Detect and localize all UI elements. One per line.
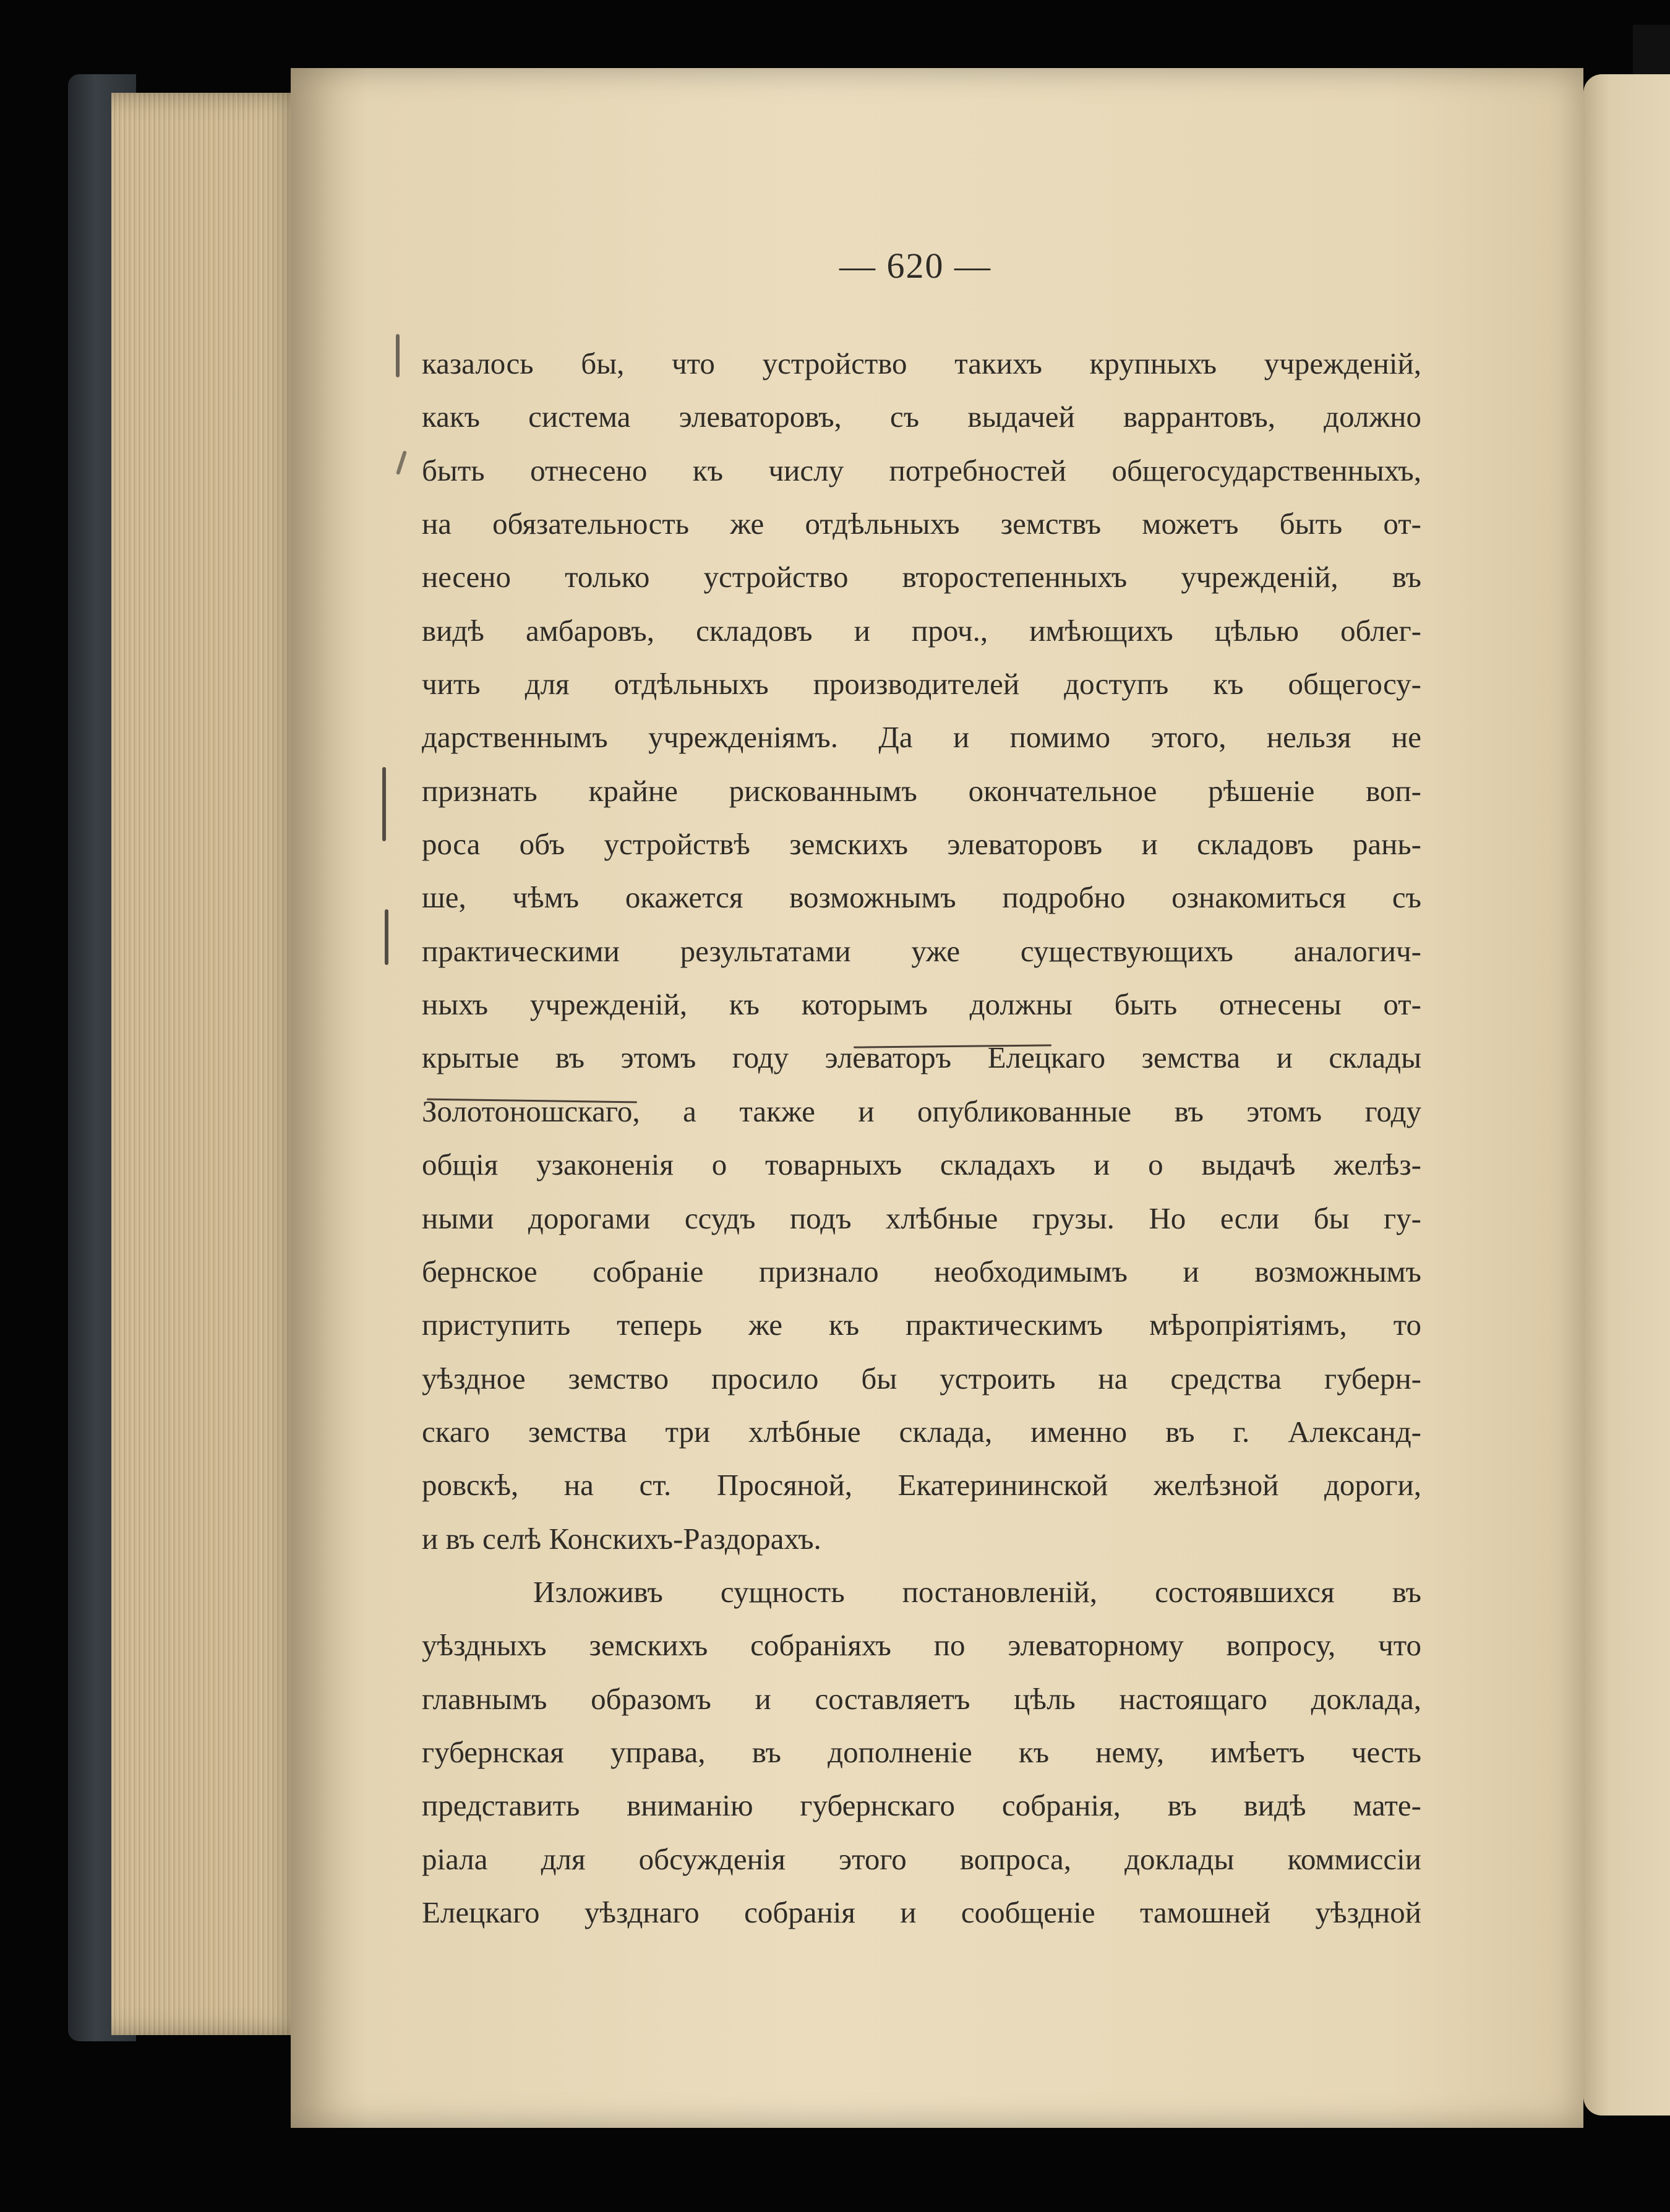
text-line: уѣздное земство просило бы устроить на средства губерн- xyxy=(422,1361,1421,1395)
text-line: какъ система элеваторовъ, съ выдачей варрантовъ, должно xyxy=(422,400,1421,434)
text-line: главнымъ образомъ и составляетъ цѣль настоящаго доклада, xyxy=(422,1681,1421,1716)
paragraph-start-line: Изложивъ сущность постановленій, состоявшихся въ xyxy=(533,1574,1421,1609)
text-line: ровскѣ, на ст. Просяной, Екатерининской желѣзной дороги, xyxy=(422,1468,1421,1503)
margin-mark xyxy=(382,767,386,841)
text-line: ными дорогами ссудъ подъ хлѣбные грузы. Но если бы гу- xyxy=(422,1201,1421,1235)
text-line: приступить теперь же къ практическимъ мѣропріятіямъ, то xyxy=(422,1308,1421,1342)
text-line: видѣ амбаровъ, складовъ и проч., имѣющихъ цѣлью облег- xyxy=(422,613,1421,648)
text-line: чить для отдѣльныхъ производителей доступъ къ общегосу- xyxy=(422,667,1421,701)
text-line: представить вниманію губернскаго собранія, въ видѣ мате- xyxy=(422,1788,1421,1823)
text-line: казалось бы, что устройство такихъ крупныхъ учрежденій, xyxy=(422,346,1421,380)
text-line: быть отнесено къ числу потребностей общегосударственныхъ, xyxy=(422,453,1421,487)
text-line: общія узаконенія о товарныхъ складахъ и о выдачѣ желѣз- xyxy=(422,1147,1421,1182)
facing-page-edge xyxy=(1583,74,1670,2116)
text-line: уѣздныхъ земскихъ собраніяхъ по элеваторному вопросу, что xyxy=(422,1628,1421,1663)
paragraph-end-line: и въ селѣ Конскихъ-Раздорахъ. xyxy=(422,1521,821,1556)
text-line: несено только устройство второстепенныхъ учрежденій, въ xyxy=(422,560,1421,594)
page-number: — 620 — xyxy=(839,246,991,286)
text-line: дарственнымъ учрежденіямъ. Да и помимо этого, нельзя не xyxy=(422,720,1421,755)
text-line: Елецкаго уѣзднаго собранія и сообщеніе тамошней уѣздной xyxy=(422,1895,1421,1929)
margin-mark xyxy=(385,909,388,965)
text-line: ріала для обсужденія этого вопроса, доклады коммиссіи xyxy=(422,1841,1421,1876)
text-line: губернская управа, въ дополненіе къ нему, имѣетъ честь xyxy=(422,1734,1421,1769)
text-line: на обязательность же отдѣльныхъ земствъ можетъ быть от- xyxy=(422,507,1421,541)
text-line: роса объ устройствѣ земскихъ элеваторовъ и складовъ рань- xyxy=(422,827,1421,862)
margin-mark xyxy=(396,334,400,377)
text-line: бернское собраніе признало необходимымъ и возможнымъ xyxy=(422,1254,1421,1288)
text-line: практическими результатами уже существующихъ аналогич- xyxy=(422,933,1421,968)
text-line: скаго земства три хлѣбные склада, именно въ г. Александ- xyxy=(422,1414,1421,1449)
body-text xyxy=(422,337,1421,1939)
text-line: Золотоношскаго, а также и опубликованные въ этомъ году xyxy=(422,1094,1421,1128)
text-line: ше, чѣмъ окажется возможнымъ подробно ознакомиться съ xyxy=(422,880,1421,915)
text-line: крытые въ этомъ году элеваторъ Елецкаго земства и склады xyxy=(422,1040,1421,1075)
text-line: ныхъ учрежденій, къ которымъ должны быть отнесены от- xyxy=(422,987,1421,1022)
text-line: признать крайне рискованнымъ окончательное рѣшеніе воп- xyxy=(422,773,1421,808)
page-stack-edges xyxy=(111,93,309,2035)
